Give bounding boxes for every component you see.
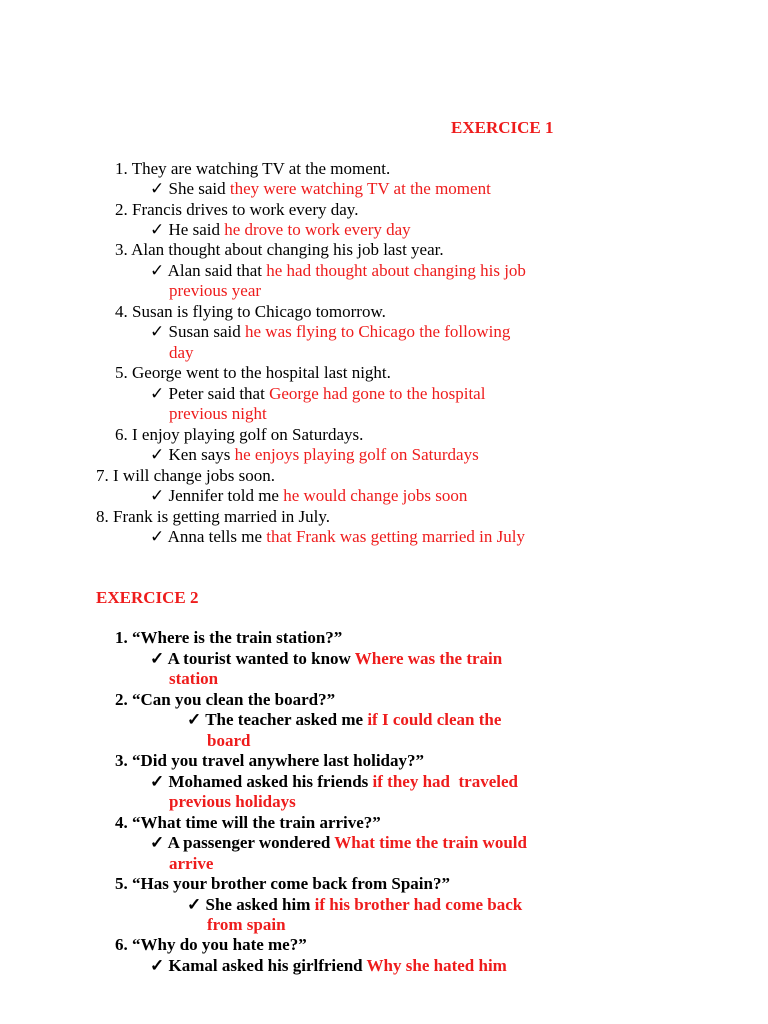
- ex1-item2-answer: [150, 220, 411, 240]
- item-number: 4.: [115, 813, 128, 832]
- checkmark-icon: ✓: [150, 261, 165, 280]
- ex1-item3-answer: [150, 261, 526, 281]
- answer-lead: The teacher asked me: [205, 710, 368, 729]
- item-number: 1.: [115, 159, 128, 178]
- ex1-item5-answer-cont: previous night: [169, 404, 267, 423]
- item-number: 5.: [115, 363, 128, 382]
- question-text: “Has your brother come back from Spain?”: [132, 874, 450, 893]
- ex1-item6-question: [115, 425, 363, 445]
- question-text: “Why do you hate me?”: [132, 935, 307, 954]
- answer-text: he would change jobs soon: [283, 486, 468, 505]
- ex1-item7-question: [96, 466, 275, 486]
- exercise1-title: EXERCICE 1: [451, 118, 554, 137]
- question-text: Francis drives to work every day.: [132, 200, 359, 219]
- item-number: 3.: [115, 751, 128, 770]
- ex1-item3-answer-cont: previous year: [169, 281, 262, 300]
- ex1-item1-question: [115, 159, 390, 179]
- question-text: They are watching TV at the moment.: [131, 159, 391, 178]
- answer-lead: A passenger wondered: [167, 833, 335, 852]
- answer-lead: Mohamed asked his friends: [168, 772, 373, 791]
- item-number: 3.: [115, 240, 128, 259]
- answer-text: he drove to work every day: [224, 220, 411, 239]
- answer-lead: Susan said: [168, 322, 245, 341]
- item-number: 5.: [115, 874, 128, 893]
- question-text: George went to the hospital last night.: [132, 363, 391, 382]
- ex1-item5-question: [115, 363, 391, 383]
- ex1-item1-answer: [150, 179, 491, 199]
- ex1-item6-answer: [150, 445, 479, 465]
- answer-text: if they had traveled: [372, 772, 518, 791]
- question-text: Susan is flying to Chicago tomorrow.: [132, 302, 386, 321]
- ex2-item3-answer: [150, 772, 518, 792]
- checkmark-icon: ✓: [187, 895, 202, 914]
- question-text: Alan thought about changing his job last year.: [131, 240, 444, 259]
- checkmark-icon: ✓: [150, 956, 165, 975]
- ex1-item8-question: [96, 507, 330, 527]
- ex1-item8-answer: [150, 527, 525, 547]
- answer-lead: She asked him: [205, 895, 315, 914]
- item-number: 8.: [96, 507, 109, 526]
- answer-lead: Alan said that: [167, 261, 267, 280]
- ex2-item2-answer: [187, 710, 501, 730]
- checkmark-icon: ✓: [150, 772, 165, 791]
- answer-lead: A tourist wanted to know: [167, 649, 355, 668]
- answer-text: What time the train would: [334, 833, 527, 852]
- ex1-item7-answer: [150, 486, 467, 506]
- checkmark-icon: ✓: [187, 710, 202, 729]
- answer-text: George had gone to the hospital: [269, 384, 486, 403]
- ex2-item1-question: [115, 628, 342, 648]
- ex2-item5-answer-cont: from spain: [207, 915, 286, 934]
- item-number: 6.: [115, 935, 128, 954]
- question-text: Frank is getting married in July.: [113, 507, 331, 526]
- checkmark-icon: ✓: [150, 220, 165, 239]
- checkmark-icon: ✓: [150, 179, 165, 198]
- ex2-item4-answer: [150, 833, 527, 853]
- item-number: 2.: [115, 200, 128, 219]
- answer-text: he was flying to Chicago the following: [245, 322, 511, 341]
- ex1-item4-answer: [150, 322, 510, 342]
- answer-text: he enjoys playing golf on Saturdays: [234, 445, 479, 464]
- answer-text: he had thought about changing his job: [266, 261, 526, 280]
- ex2-item6-answer: [150, 956, 507, 976]
- ex2-item4-answer-cont: arrive: [169, 854, 214, 873]
- question-text: “Can you clean the board?”: [132, 690, 336, 709]
- item-number: 1.: [115, 628, 128, 647]
- answer-lead: He said: [168, 220, 225, 239]
- checkmark-icon: ✓: [150, 384, 165, 403]
- checkmark-icon: ✓: [150, 833, 165, 852]
- ex1-item3-question: [115, 240, 444, 260]
- ex2-item5-question: [115, 874, 450, 894]
- ex2-item2-question: [115, 690, 335, 710]
- ex2-item6-question: [115, 935, 307, 955]
- answer-lead: She said: [168, 179, 230, 198]
- checkmark-icon: ✓: [150, 527, 165, 546]
- answer-text: that Frank was getting married in July: [266, 527, 525, 546]
- ex2-item1-answer-cont: station: [169, 669, 219, 688]
- answer-text: if I could clean the: [367, 710, 502, 729]
- answer-text: they were watching TV at the moment: [229, 179, 491, 198]
- answer-lead: Anna tells me: [167, 527, 267, 546]
- answer-lead: Peter said that: [168, 384, 270, 403]
- question-text: “Did you travel anywhere last holiday?”: [132, 751, 425, 770]
- answer-lead: Ken says: [168, 445, 235, 464]
- ex2-item3-answer-cont: previous holidays: [169, 792, 296, 811]
- question-text: “What time will the train arrive?”: [132, 813, 381, 832]
- item-number: 6.: [115, 425, 128, 444]
- ex2-item5-answer: [187, 895, 522, 915]
- answer-text: if his brother had come back: [314, 895, 523, 914]
- question-text: “Where is the train station?”: [132, 628, 343, 647]
- ex1-item5-answer: [150, 384, 485, 404]
- answer-text: Where was the train: [354, 649, 503, 668]
- ex1-item2-question: [115, 200, 358, 220]
- exercise2-title: EXERCICE 2: [96, 588, 199, 607]
- checkmark-icon: ✓: [150, 486, 165, 505]
- checkmark-icon: ✓: [150, 322, 165, 341]
- item-number: 2.: [115, 690, 128, 709]
- ex1-item4-answer-cont: day: [169, 343, 194, 362]
- question-text: I enjoy playing golf on Saturdays.: [132, 425, 364, 444]
- ex2-item4-question: [115, 813, 381, 833]
- ex1-item4-question: [115, 302, 386, 322]
- answer-lead: Kamal asked his girlfriend: [168, 956, 367, 975]
- item-number: 7.: [96, 466, 109, 485]
- checkmark-icon: ✓: [150, 649, 165, 668]
- answer-lead: Jennifer told me: [168, 486, 284, 505]
- answer-text: Why she hated him: [366, 956, 507, 975]
- ex2-item3-question: [115, 751, 424, 771]
- ex2-item1-answer: [150, 649, 502, 669]
- checkmark-icon: ✓: [150, 445, 165, 464]
- question-text: I will change jobs soon.: [113, 466, 275, 485]
- item-number: 4.: [115, 302, 128, 321]
- ex2-item2-answer-cont: board: [207, 731, 251, 750]
